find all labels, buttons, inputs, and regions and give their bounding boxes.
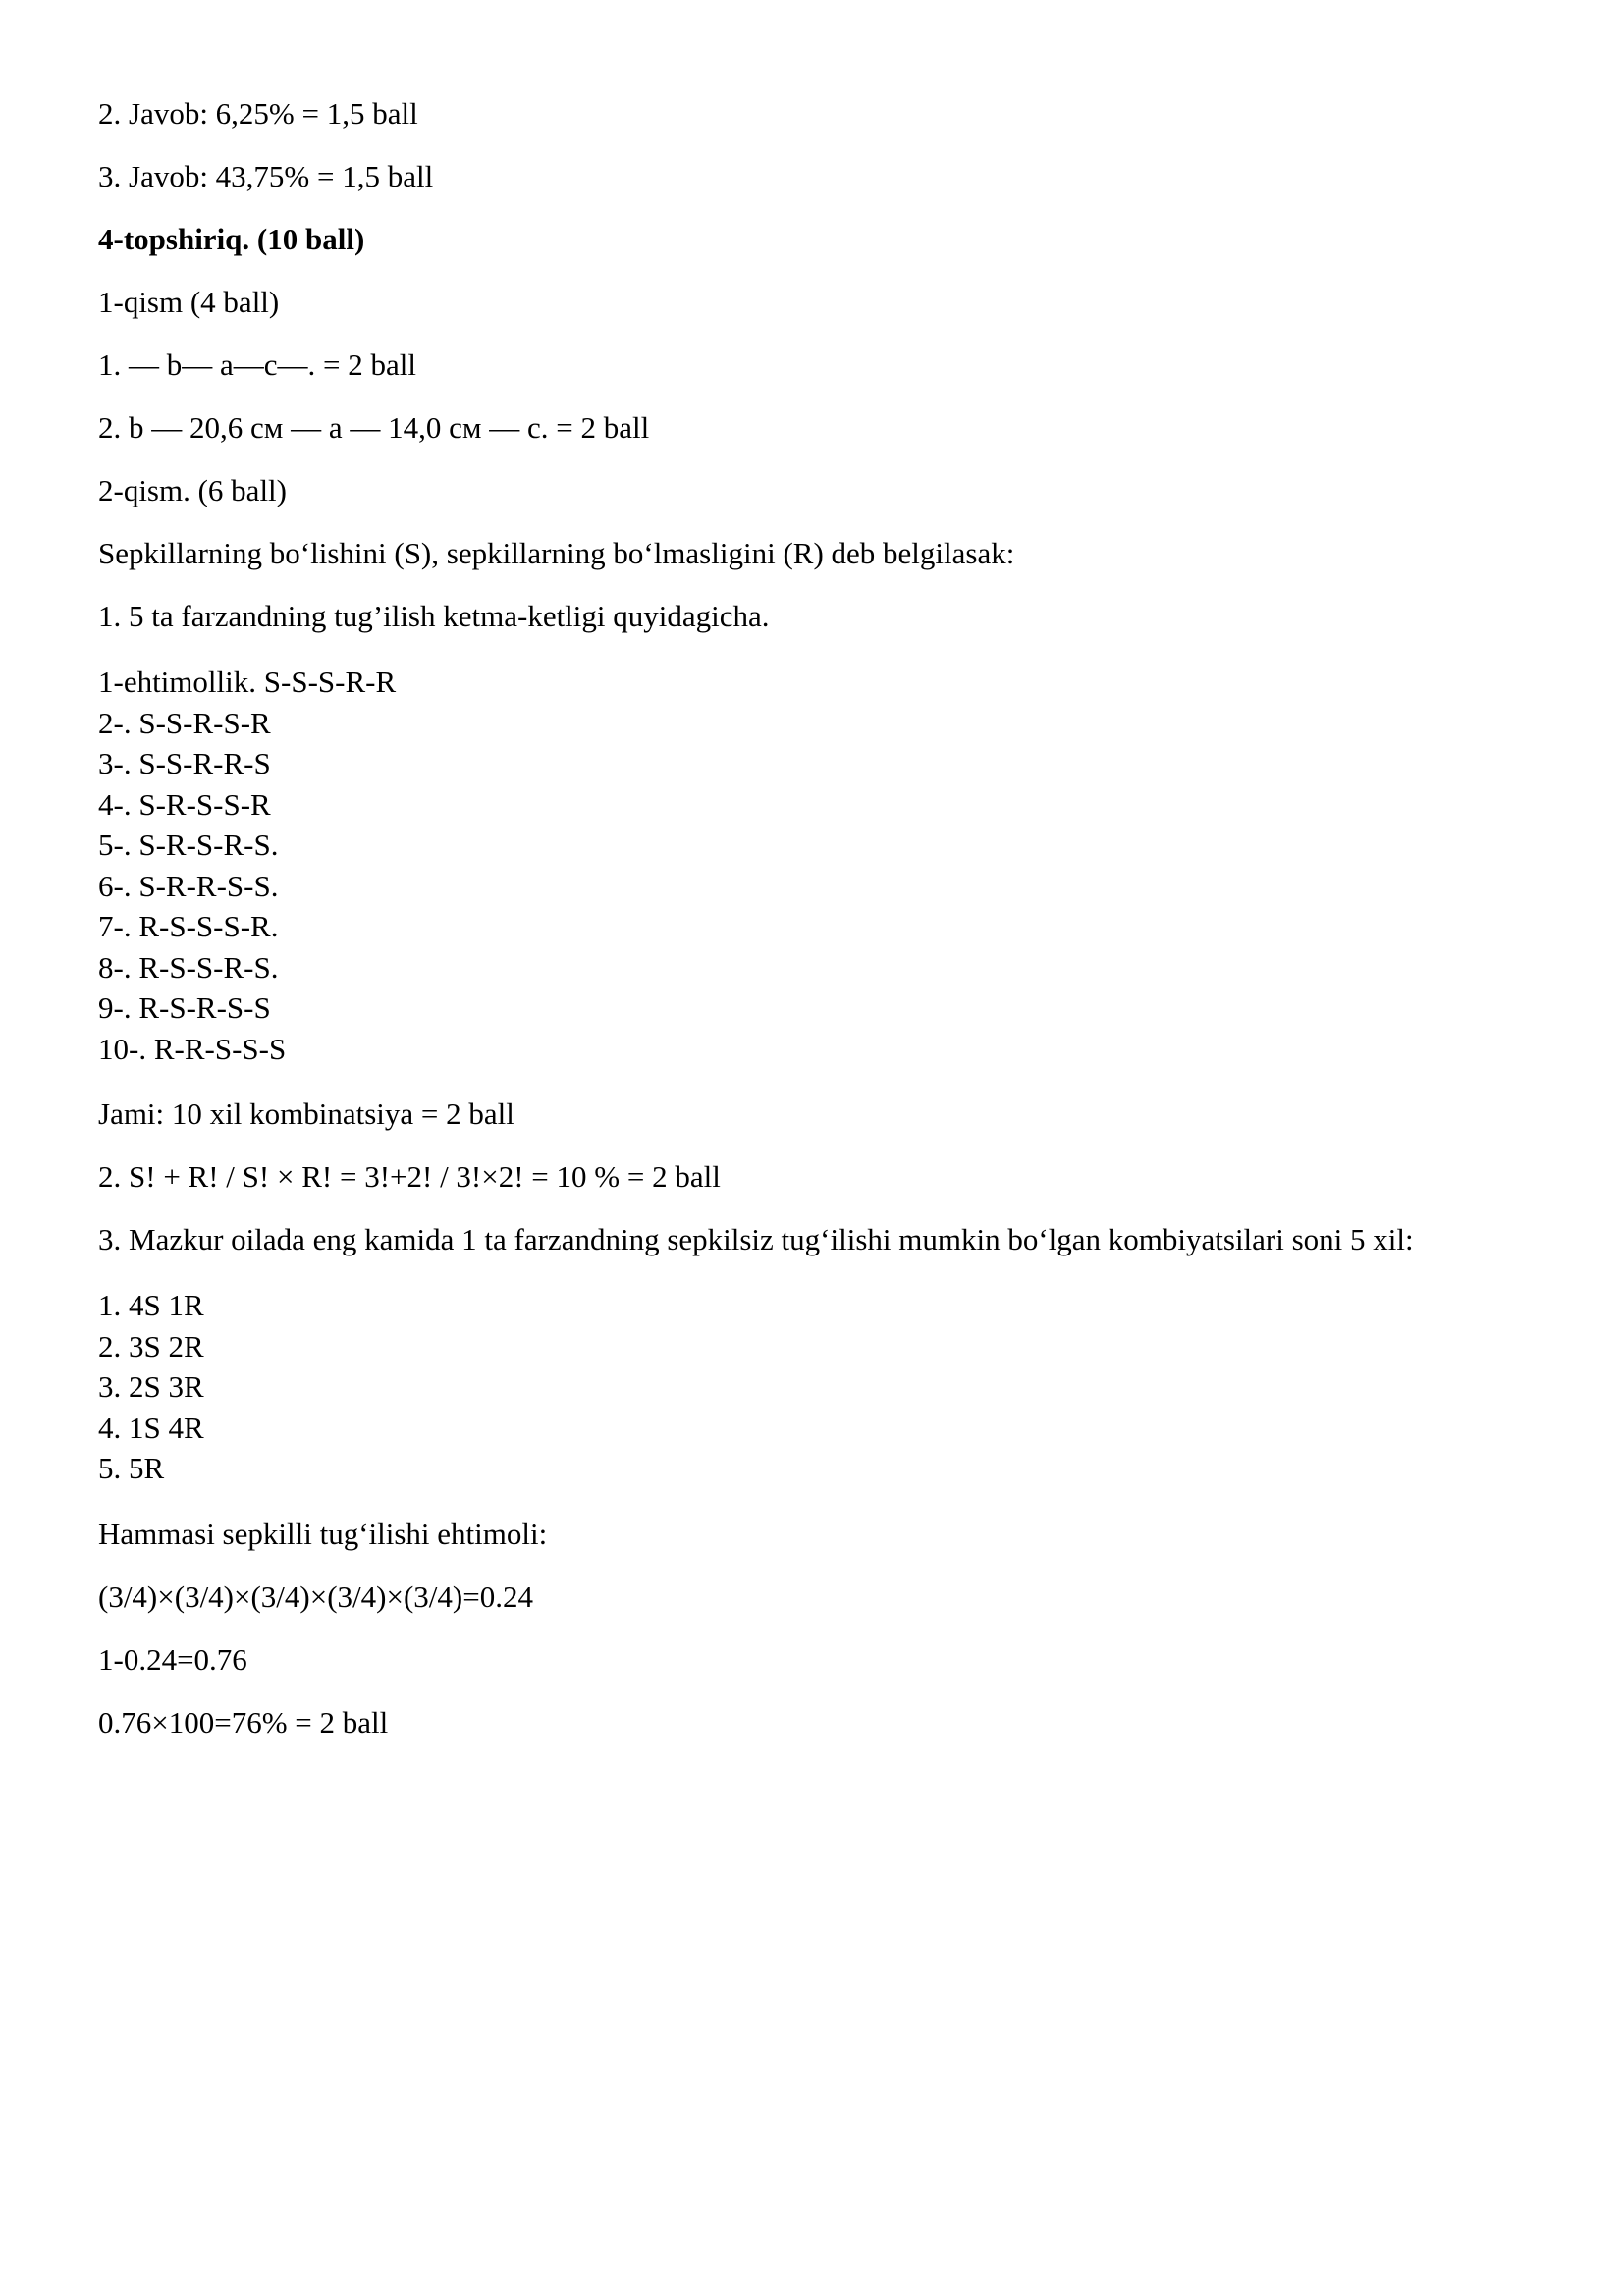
part1-item-2: 2. b — 20,6 см — a — 14,0 см — c. = 2 ball [98, 410, 650, 445]
list-item: 7-. R-S-S-S-R. [98, 909, 279, 943]
part2-question-2: 2. S! + R! / S! × R! = 3!+2! / 3!×2! = 10 % = 2 ball [98, 1159, 721, 1194]
part2-intro: Sepkillarning bo‘lishini (S), sepkillarning bo‘lmasligini (R) deb belgilasak: [98, 536, 1015, 570]
answer-line-3: 3. Javob: 43,75% = 1,5 ball [98, 159, 434, 193]
part2-title: 2-qism. (6 ball) [98, 473, 287, 507]
calculation-3: 0.76×100=76% = 2 ball [98, 1704, 389, 1739]
part1-item-1: 1. — b— a—c—. = 2 ball [98, 347, 416, 382]
task-heading: 4-topshiriq. (10 ball) [98, 222, 365, 256]
list-item: 3. 2S 3R [98, 1369, 204, 1404]
answer-line-2: 2. Javob: 6,25% = 1,5 ball [98, 96, 418, 131]
list-item: 4. 1S 4R [98, 1410, 204, 1445]
part2-question-1: 1. 5 ta farzandning tug’ilish ketma-ketligi quyidagicha. [98, 599, 770, 633]
list-item: 6-. S-R-R-S-S. [98, 868, 279, 903]
all-freckled-label: Hammasi sepkilli tug‘ilishi ehtimoli: [98, 1516, 548, 1551]
document-page [98, 96, 1571, 1768]
list-item: 1-ehtimollik. S-S-S-R-R [98, 665, 397, 699]
list-item: 8-. R-S-S-R-S. [98, 949, 279, 985]
list-item: 4-. S-R-S-S-R [98, 786, 271, 822]
list-item: 9-. R-S-R-S-S [98, 990, 271, 1025]
list-item: 2. 3S 2R [98, 1328, 204, 1363]
list-item: 10-. R-R-S-S-S [98, 1031, 287, 1066]
list-item: 5-. S-R-S-R-S. [98, 828, 279, 862]
part2-question-3: 3. Mazkur oilada eng kamida 1 ta farzandning sepkilsiz tug‘ilishi mumkin bo‘lgan kombiyatsilari soni 5 xil: [98, 1222, 1414, 1256]
calculation-1: (3/4)×(3/4)×(3/4)×(3/4)×(3/4)=0.24 [98, 1578, 533, 1614]
part1-title: 1-qism (4 ball) [98, 285, 280, 319]
combination-total: Jami: 10 xil kombinatsiya = 2 ball [98, 1096, 514, 1131]
list-item: 3-. S-S-R-R-S [98, 746, 271, 780]
calculation-2: 1-0.24=0.76 [98, 1641, 247, 1677]
combination-list [98, 662, 1571, 1069]
list-item: 5. 5R [98, 1451, 165, 1485]
list-item: 1. 4S 1R [98, 1288, 204, 1322]
list-item: 2-. S-S-R-S-R [98, 705, 271, 740]
variant-list [98, 1285, 1571, 1489]
